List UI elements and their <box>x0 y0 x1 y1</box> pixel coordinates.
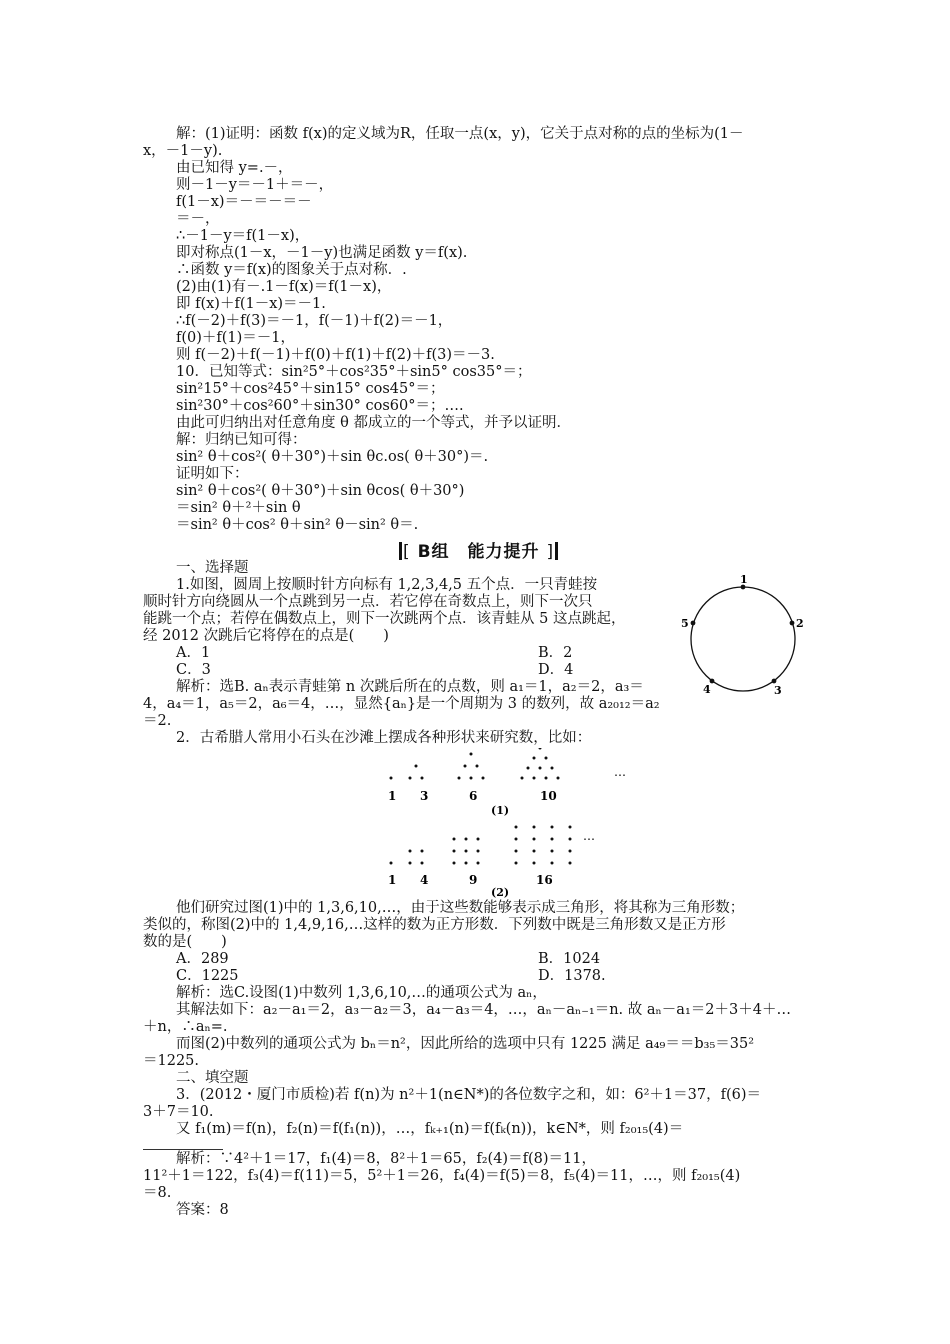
question-text: 1.如图，圆周上按顺时针方向标有 1,2,3,4,5 五个点．一只青蛙按 <box>176 577 598 593</box>
figure-number-label: 10 <box>540 789 557 803</box>
text-line: 即 f(x)＋f(1－x)＝－1. <box>176 296 326 312</box>
text-line: 解：(1)证明：函数 f(x)的定义域为R，任取一点(x，y)，它关于点对称的点的坐标为(1－ <box>176 126 744 142</box>
text-line: 证明如下： <box>176 466 249 482</box>
figure-number-label: 4 <box>420 873 429 887</box>
option-d: D．1378. <box>538 968 606 984</box>
section-header-title: B组 能力提升 <box>417 542 540 562</box>
text-line: (2)由(1)有－.1－f(x)＝f(1－x)， <box>176 279 392 295</box>
question-text: 经 2012 次跳后它将停在的点是( ) <box>143 628 389 644</box>
solution-text: ＝2. <box>143 713 172 729</box>
answer-text: 答案：8 <box>176 1202 229 1218</box>
circle-label: 4 <box>703 683 711 696</box>
text-line: x，－1－y). <box>143 143 223 159</box>
text-line: ∴f(－2)＋f(3)＝－1，f(－1)＋f(2)＝－1， <box>176 313 453 329</box>
text-line: ＝sin² θ＋²＋sin θ <box>176 500 301 516</box>
header-bar <box>555 542 558 560</box>
figure-number-label: 1 <box>388 873 397 887</box>
question-text: 又 f₁(m)＝f(n)，f₂(n)＝f(f₁(n))，…，fₖ₊₁(n)＝f(fₖ(n))，k∈N*，则 f₂₀₁₅(4)＝ <box>176 1121 684 1137</box>
square-dots <box>390 826 572 865</box>
header-bracket-left: [ <box>403 542 411 562</box>
question-text: 2．古希腊人常用小石头在沙滩上摆成各种形状来研究数，比如： <box>176 730 592 746</box>
text-line: 由已知得 y=.－， <box>176 160 293 176</box>
option-b: B．2 <box>538 645 573 661</box>
solution-text: 解析：选C.设图(1)中数列 1,3,6,10,…的通项公式为 aₙ， <box>176 985 547 1001</box>
question-text: 顺时针方向绕圆从一个点跳到另一点．若它停在奇数点上，则下一次只 <box>143 594 593 610</box>
circle-outline <box>691 587 795 691</box>
text-line: 则 f(－2)＋f(－1)＋f(0)＋f(1)＋f(2)＋f(3)＝－3. <box>176 347 495 363</box>
figure-caption: (2) <box>491 886 510 898</box>
question-text: 他们研究过图(1)中的 1,3,6,10,…，由于这些数能够表示成三角形，将其称为三角形数； <box>176 900 745 916</box>
option-c: C．3 <box>176 662 211 678</box>
solution-text: ＝8. <box>143 1185 172 1201</box>
text-line: 则－1－y＝－1＋＝－， <box>176 177 334 193</box>
section-title: 二、填空题 <box>176 1070 249 1086</box>
solution-text: 解析：选B. aₙ表示青蛙第 n 次跳后所在的点数，则 a₁＝1，a₂＝2，a₃＝ <box>176 679 644 695</box>
text-line: f(0)＋f(1)＝－1， <box>176 330 296 346</box>
solution-text: 而图(2)中数列的通项公式为 bₙ＝n²，因此所给的选项中只有 1225 满足 a₄₉＝＝b₃₅＝35² <box>176 1036 755 1052</box>
option-b: B．1024 <box>538 951 601 967</box>
question-text: 类似的，称图(2)中的 1,4,9,16,…这样的数为正方形数．下列数中既是三角形数又是正方形 <box>143 917 726 933</box>
solution-text: 4，a₄＝1，a₅＝2，a₆＝4，…，显然{aₙ}是一个周期为 3 的数列，故 a₂₀₁₂＝a₂ <box>143 696 660 712</box>
question-text: 能跳一个点；若停在偶数点上，则下一次跳两个点．该青蛙从 5 这点跳起， <box>143 611 626 627</box>
option-a: A．289 <box>176 951 229 967</box>
text-line: sin²30°＋cos²60°＋sin30° cos60°＝；…. <box>176 398 464 414</box>
text-line: sin² θ＋cos²( θ＋30°)＋sin θc.os( θ＋30°)＝. <box>176 449 489 465</box>
text-line: 即对称点(1－x，－1－y)也满足函数 y＝f(x). <box>176 245 468 261</box>
solution-text: 解析：∵4²＋1＝17，f₁(4)＝8，8²＋1＝65，f₂(4)＝f(8)＝11， <box>176 1151 596 1167</box>
text-line: 由此可归纳出对任意角度 θ 都成立的一个等式，并予以证明． <box>176 415 571 431</box>
solution-text: ＝1225. <box>143 1053 200 1069</box>
circle-figure <box>676 570 826 700</box>
text-line: ∴－1－y＝f(1－x)， <box>176 228 310 244</box>
figure-ellipsis: … <box>583 829 595 843</box>
header-bar <box>399 542 402 560</box>
triangular-dots <box>390 748 560 780</box>
circle-label: 1 <box>740 573 748 586</box>
section-title: 一、选择题 <box>176 560 249 576</box>
option-a: A．1 <box>176 645 211 661</box>
header-bracket-right: ] <box>546 542 555 562</box>
text-line: 10．已知等式：sin²5°＋cos²35°＋sin5° cos35°＝； <box>176 364 532 380</box>
solution-text: ＋n，∴aₙ=. <box>143 1019 228 1035</box>
circle-point <box>772 679 777 684</box>
figure-number-label: 3 <box>420 789 429 803</box>
circle-label: 2 <box>796 617 804 630</box>
option-d: D．4 <box>538 662 574 678</box>
question-text: 数的是( ) <box>143 934 227 950</box>
text-line: sin² θ＋cos²( θ＋30°)＋sin θcos( θ＋30°) <box>176 483 465 499</box>
option-c: C．1225 <box>176 968 239 984</box>
circle-point <box>691 621 696 626</box>
text-line: ＝－， <box>176 211 220 227</box>
solution-text: 其解法如下：a₂－a₁＝2，a₃－a₂＝3，a₄－a₃＝4，…，aₙ－aₙ₋₁＝n. 故 aₙ－a₁＝2＋3＋4＋… <box>176 1002 791 1018</box>
figure-number-label: 9 <box>469 873 478 887</box>
figure-caption: (1) <box>491 804 510 817</box>
circle-point <box>790 621 795 626</box>
figure-number-label: 16 <box>536 873 553 887</box>
text-line: 解：归纳已知可得： <box>176 432 307 448</box>
question-text: 3＋7＝10. <box>143 1104 214 1120</box>
solution-text: 11²＋1＝122，f₃(4)＝f(11)＝5，5²＋1＝26，f₄(4)＝f(5)＝8，f₅(4)＝11，…，则 f₂₀₁₅(4) <box>143 1168 741 1184</box>
figure-ellipsis: … <box>614 765 626 779</box>
text-line: ∴函数 y＝f(x)的图象关于点对称．. <box>176 262 407 278</box>
text-line: sin²15°＋cos²45°＋sin15° cos45°＝； <box>176 381 445 397</box>
figurate-numbers-figure <box>380 748 630 898</box>
text-line: f(1－x)＝－＝－＝－ <box>176 194 312 210</box>
section-header <box>398 537 559 562</box>
text-line: ＝sin² θ＋cos² θ＋sin² θ－sin² θ＝. <box>176 517 419 533</box>
circle-label: 5 <box>681 617 689 630</box>
question-text: 3．(2012・厦门市质检)若 f(n)为 n²＋1(n∈N*)的各位数字之和，如：6²＋1＝37，f(6)＝ <box>176 1087 761 1103</box>
circle-label: 3 <box>774 684 782 697</box>
figure-number-label: 1 <box>388 789 397 803</box>
figure-number-label: 6 <box>469 789 478 803</box>
